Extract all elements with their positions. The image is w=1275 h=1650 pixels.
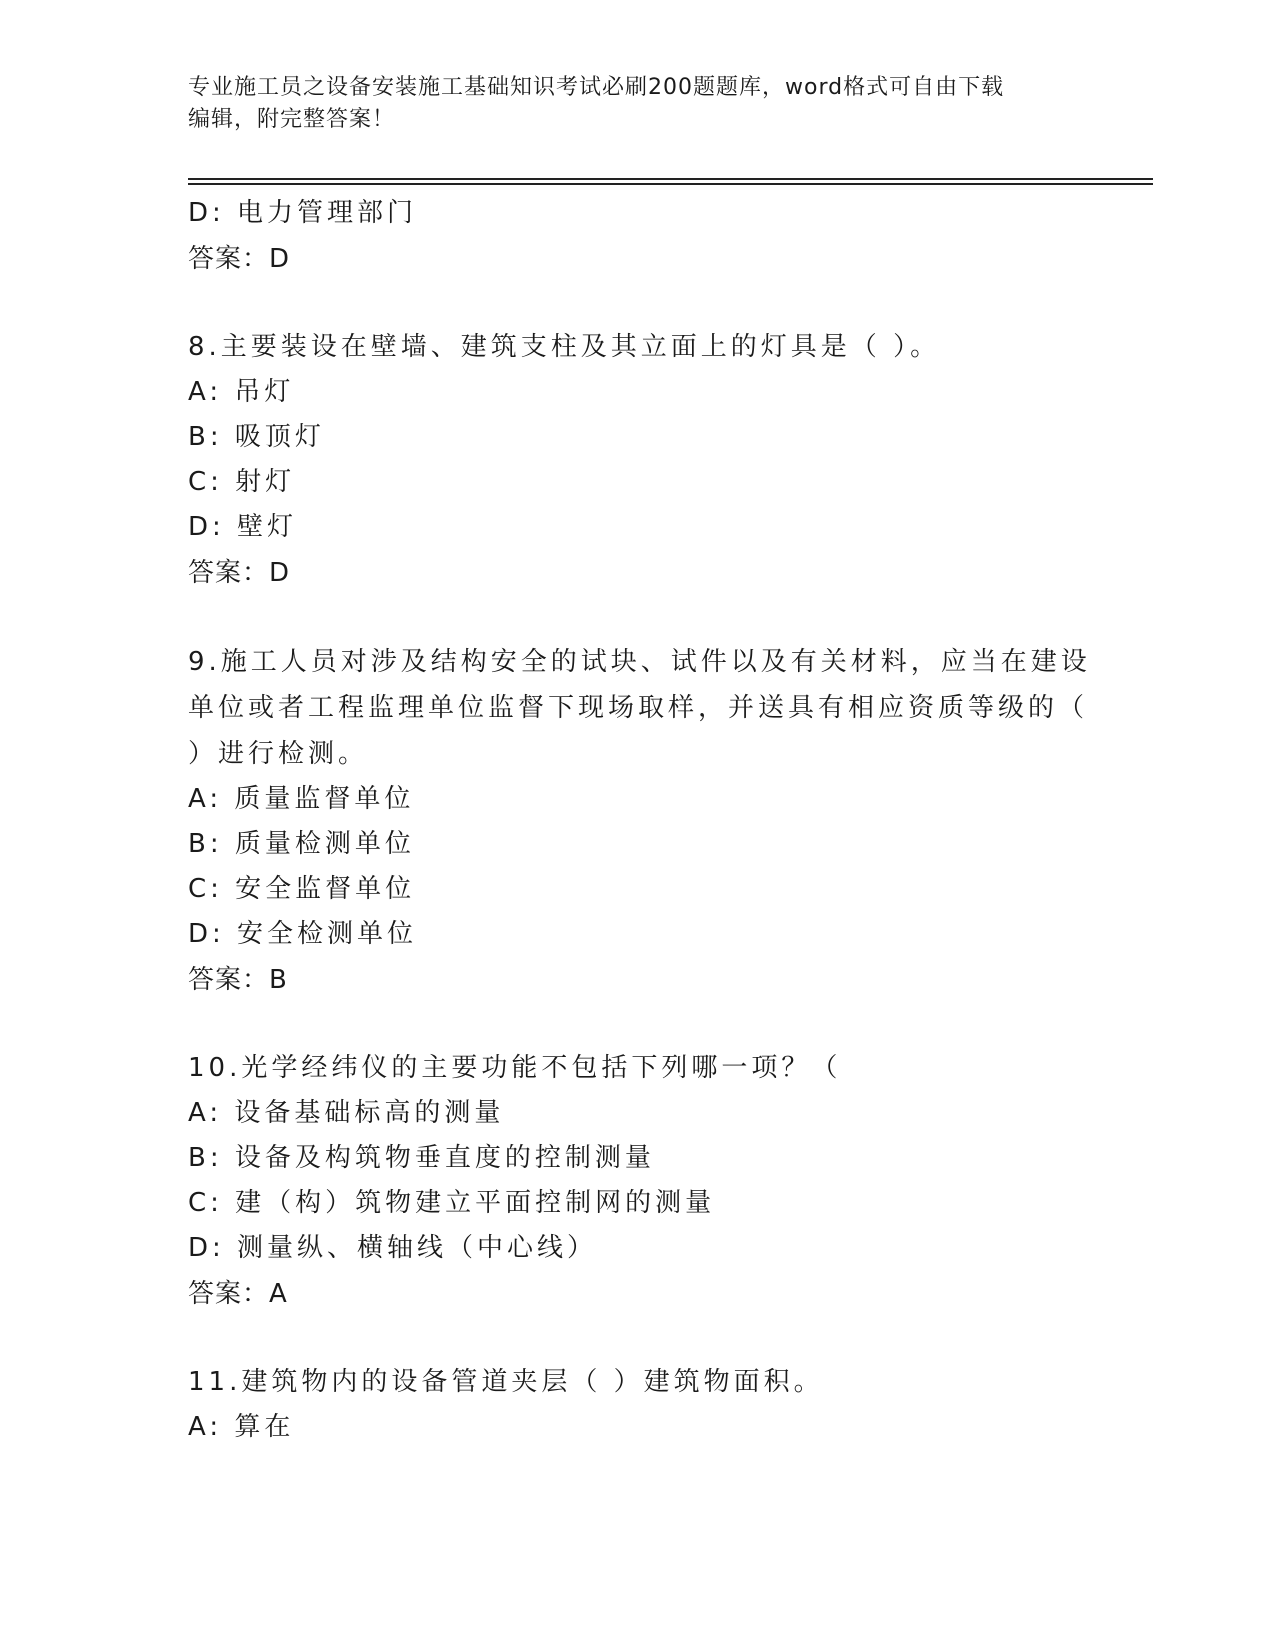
question-8 (188, 325, 1088, 596)
question-10-option-b: B: 设备及构筑物垂直度的控制测量 (188, 1143, 655, 1173)
header-divider-bottom (188, 183, 1153, 185)
question-7 (188, 191, 1088, 282)
question-9-option-b: B: 质量检测单位 (188, 829, 415, 859)
question-7-option-d: D: 电力管理部门 (188, 198, 418, 228)
question-8-option-d: D: 壁灯 (188, 512, 298, 542)
question-10-answer: 答案：A (188, 1279, 288, 1309)
question-11-option-a: A: 算在 (188, 1412, 295, 1442)
question-9-answer: 答案：B (188, 965, 288, 995)
question-8-stem: 8.主要装设在壁墙、建筑支柱及其立面上的灯具是（ ）。 (188, 332, 941, 362)
question-8-option-c: C: 射灯 (188, 467, 296, 497)
question-9-option-c: C: 安全监督单位 (188, 874, 416, 904)
question-10-option-a: A: 设备基础标高的测量 (188, 1098, 505, 1128)
question-8-option-b: B: 吸顶灯 (188, 422, 325, 452)
question-10-option-c: C: 建（构）筑物建立平面控制网的测量 (188, 1188, 716, 1218)
question-11 (188, 1360, 1088, 1450)
header-title-line-2: 编辑，附完整答案！ (188, 107, 396, 132)
question-8-option-a: A: 吊灯 (188, 377, 295, 407)
header-divider-top (188, 178, 1153, 180)
question-9-option-a: A: 质量监督单位 (188, 784, 415, 814)
question-11-stem: 11.建筑物内的设备管道夹层（ ）建筑物面积。 (188, 1367, 824, 1397)
question-spacer (188, 1317, 1088, 1360)
question-spacer (188, 596, 1088, 639)
question-spacer (188, 1003, 1088, 1046)
question-10-option-d: D: 测量纵、横轴线（中心线） (188, 1233, 598, 1263)
header-title-line-1: 专业施工员之设备安装施工基础知识考试必刷200题题库，word格式可自由下载 (188, 75, 1005, 100)
question-spacer (188, 282, 1088, 325)
question-7-answer: 答案：D (188, 244, 291, 274)
question-list (188, 191, 1091, 1450)
question-10-stem: 10.光学经纬仪的主要功能不包括下列哪一项？（ (188, 1053, 842, 1083)
question-9-stem-line-1: 9.施工人员对涉及结构安全的试块、试件以及有关材料，应当在建设 (188, 647, 1091, 677)
question-9 (188, 639, 1091, 1003)
question-9-stem (188, 639, 1091, 777)
question-9-stem-line-3: ）进行检测。 (188, 739, 369, 769)
question-9-option-d: D: 安全检测单位 (188, 919, 418, 949)
question-10 (188, 1046, 1088, 1317)
document-header (188, 72, 1088, 136)
question-9-stem-line-2: 单位或者工程监理单位监督下现场取样，并送具有相应资质等级的（ (188, 693, 1089, 723)
question-8-answer: 答案：D (188, 558, 291, 588)
